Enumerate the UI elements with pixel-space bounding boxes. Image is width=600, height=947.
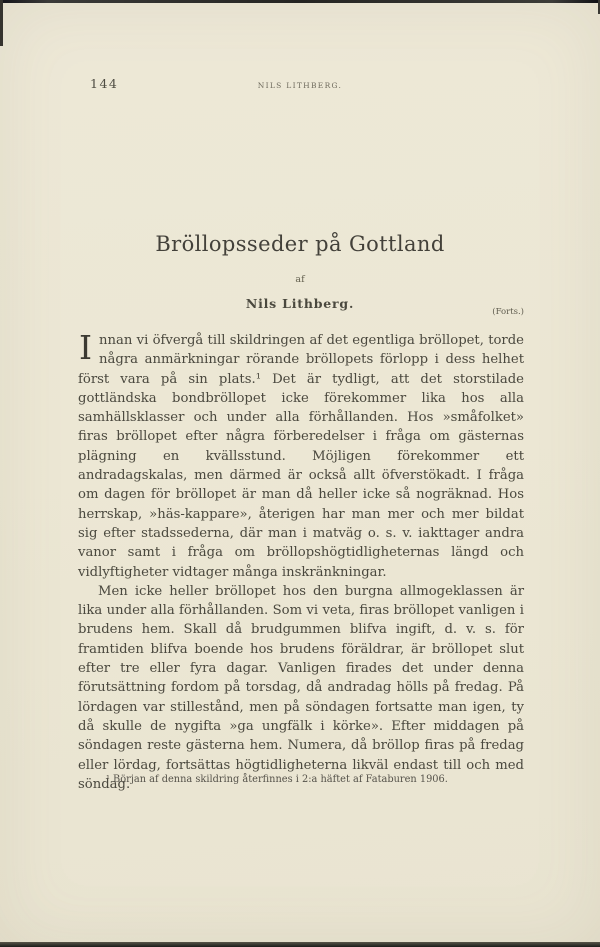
paragraph-1-text: nnan vi öfvergå till skildringen af det egentliga bröllopet, torde några anmärkningar rörande bröllopets förlopp i dess helhet först vara på sin plats.¹ Det är tydligt, att det storstilade gottländska bondbröllopet icke förekommer lika hos alla samhällsklasser och under alla förhållanden. Hos »småfolket» firas bröllopet efter några förberedelser i fråga om gästernas plägning en kvällsstund. Möjligen förekommer ett andradagskalas, men därmed är också allt öfverstökadt. I fråga om dagen för bröllopet är man då heller icke så nogräknad. Hos herrskap, »häs-kappare», återigen har man mer och mer bildat sig efter stadssederna, där man i matväg o. s. v. iakttager andra vanor samt i fråga om bröllopshögtidligheternas längd och vidlyftigheter vidtager många inskränkningar. <box>78 333 524 580</box>
body-text <box>78 328 524 794</box>
paragraph-1 <box>78 328 524 582</box>
running-header: NILS LITHBERG. <box>257 81 343 90</box>
byline-prefix: af <box>295 274 305 285</box>
scan-edge-top <box>0 0 600 3</box>
footnote: ¹ Början af denna skildring återfinnes i 2:a häftet af Fataburen 1906. <box>106 774 448 785</box>
continuation-note: (Forts.) <box>492 307 524 317</box>
page-header <box>0 76 600 94</box>
scan-edge-left <box>0 0 3 46</box>
scan-edge-bottom <box>0 942 600 947</box>
paragraph-2-text: Men icke heller bröllopet hos den burgna allmogeklassen är lika under alla förhållanden. Som vi veta, firas bröllopet vanligen i brudens hem. Skall då brudgummen blifva ingift, d. v. s. för framtiden blifva boende hos brudens föräldrar, är bröllopet slut efter tre eller fyra dagar. Vanligen firades det under denna förutsättning fordom på torsdag, då andradag hölls på fredag. På lördagen var stillestånd, men på söndagen fortsatte man igen, ty då skulle de nygifta »ga ungfälk i körke». Efter middagen på söndagen reste gästerna hem. Numera, då bröllop firas på fredag eller lördag, fortsättas högtidligheterna likväl endast till och med söndag. <box>78 583 524 792</box>
author-name: Nils Lithberg. <box>245 296 355 311</box>
paragraph-2 <box>78 582 524 794</box>
article-title: Bröllopsseder på Gottland <box>155 232 445 256</box>
page-number: 144 <box>90 76 119 91</box>
drop-cap: I <box>79 328 93 367</box>
